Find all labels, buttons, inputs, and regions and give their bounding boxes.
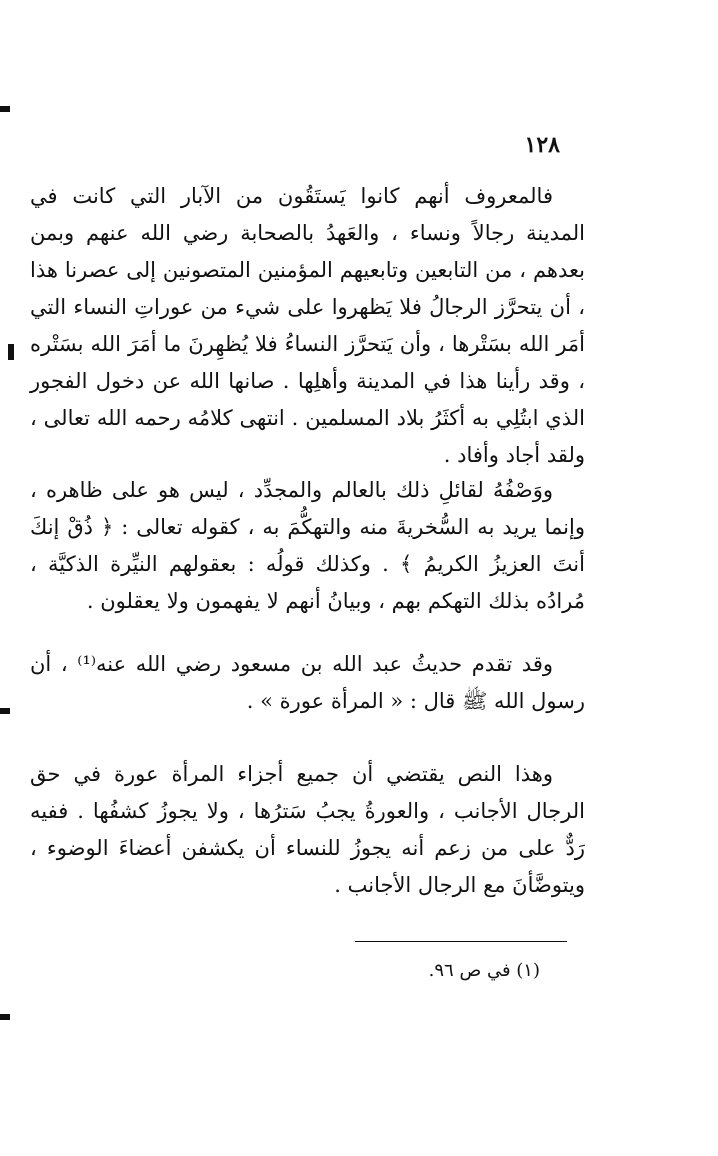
paragraph-sarcasm	[30, 472, 585, 620]
paragraph-hadith	[30, 646, 585, 720]
paragraph-text: فالمعروف أنهم كانوا يَستَقُون من الآبار التي كانت في المدينة رجالاً ونساء ، والعَهدُ بالصحابة رضي الله عنهم وبمن بعدهم ، من التابعين وتابعيهم المؤمنين المتصونين إلى عصرنا هذا ، أن يتحرَّز الرجالُ فلا يَظهروا على شيء من عوراتِ النساء التي أمَر الله بسَتْرها ، وأن يَتحرَّز النساءُ فلا يُظهِرنَ ما أمَرَ الله بسَتْره ، وقد رأينا هذا في المدينة وأهلِها . صانها الله عن دخول الفجور الذي ابتُلِي به أكثَرُ بلاد المسلمين . انتهى كلامُه رحمه الله تعالى ، ولقد أجاد وأفاد .	[30, 184, 585, 467]
paragraph-text: وهذا النص يقتضي أن جميع أجزاء المرأة عورة في حق الرجال الأجانب ، والعورةُ يجبُ سَترُها ، ولا يجوزُ كشفُها . ففيه رَدٌّ على من زعم أنه يجوزُ للنساء أن يكشفن أعضاءَ الوضوء ، ويتوضَّأنَ مع الرجال الأجانب .	[30, 762, 585, 897]
scan-edge-mark	[0, 708, 10, 714]
footnote-divider	[355, 941, 567, 942]
page-number: ١٢٨	[524, 132, 560, 158]
paragraph-wells-custom	[30, 178, 585, 474]
scan-edge-mark	[0, 1014, 10, 1020]
paragraph-conclusion	[30, 756, 585, 904]
footnote: (١) في ص ٩٦.	[428, 960, 540, 981]
paragraph-text: ووَصْفُهُ لقائلِ ذلك بالعالم والمجدِّد ، ليس هو على ظاهره ، وإنما يريد به السُّخريةَ منه والتهكُّمَ به ، كقوله تعالى : ﴿ ذُقْ إنكَ أنتَ العزيزُ الكريمُ ﴾ . وكذلك قولُه : بعقولهم النيِّرة الذكيَّة ، مُرادُه بذلك التهكم بهم ، وبيانُ أنهم لا يفهمون ولا يعقلون .	[30, 478, 585, 613]
paragraph-text: وقد تقدم حديثُ عبد الله بن مسعود رضي الله عنه⁽¹⁾ ، أن رسول الله ﷺ قال : « المرأة عورة » .	[30, 652, 585, 713]
scan-edge-mark	[0, 106, 10, 112]
scan-edge-mark	[8, 344, 14, 360]
